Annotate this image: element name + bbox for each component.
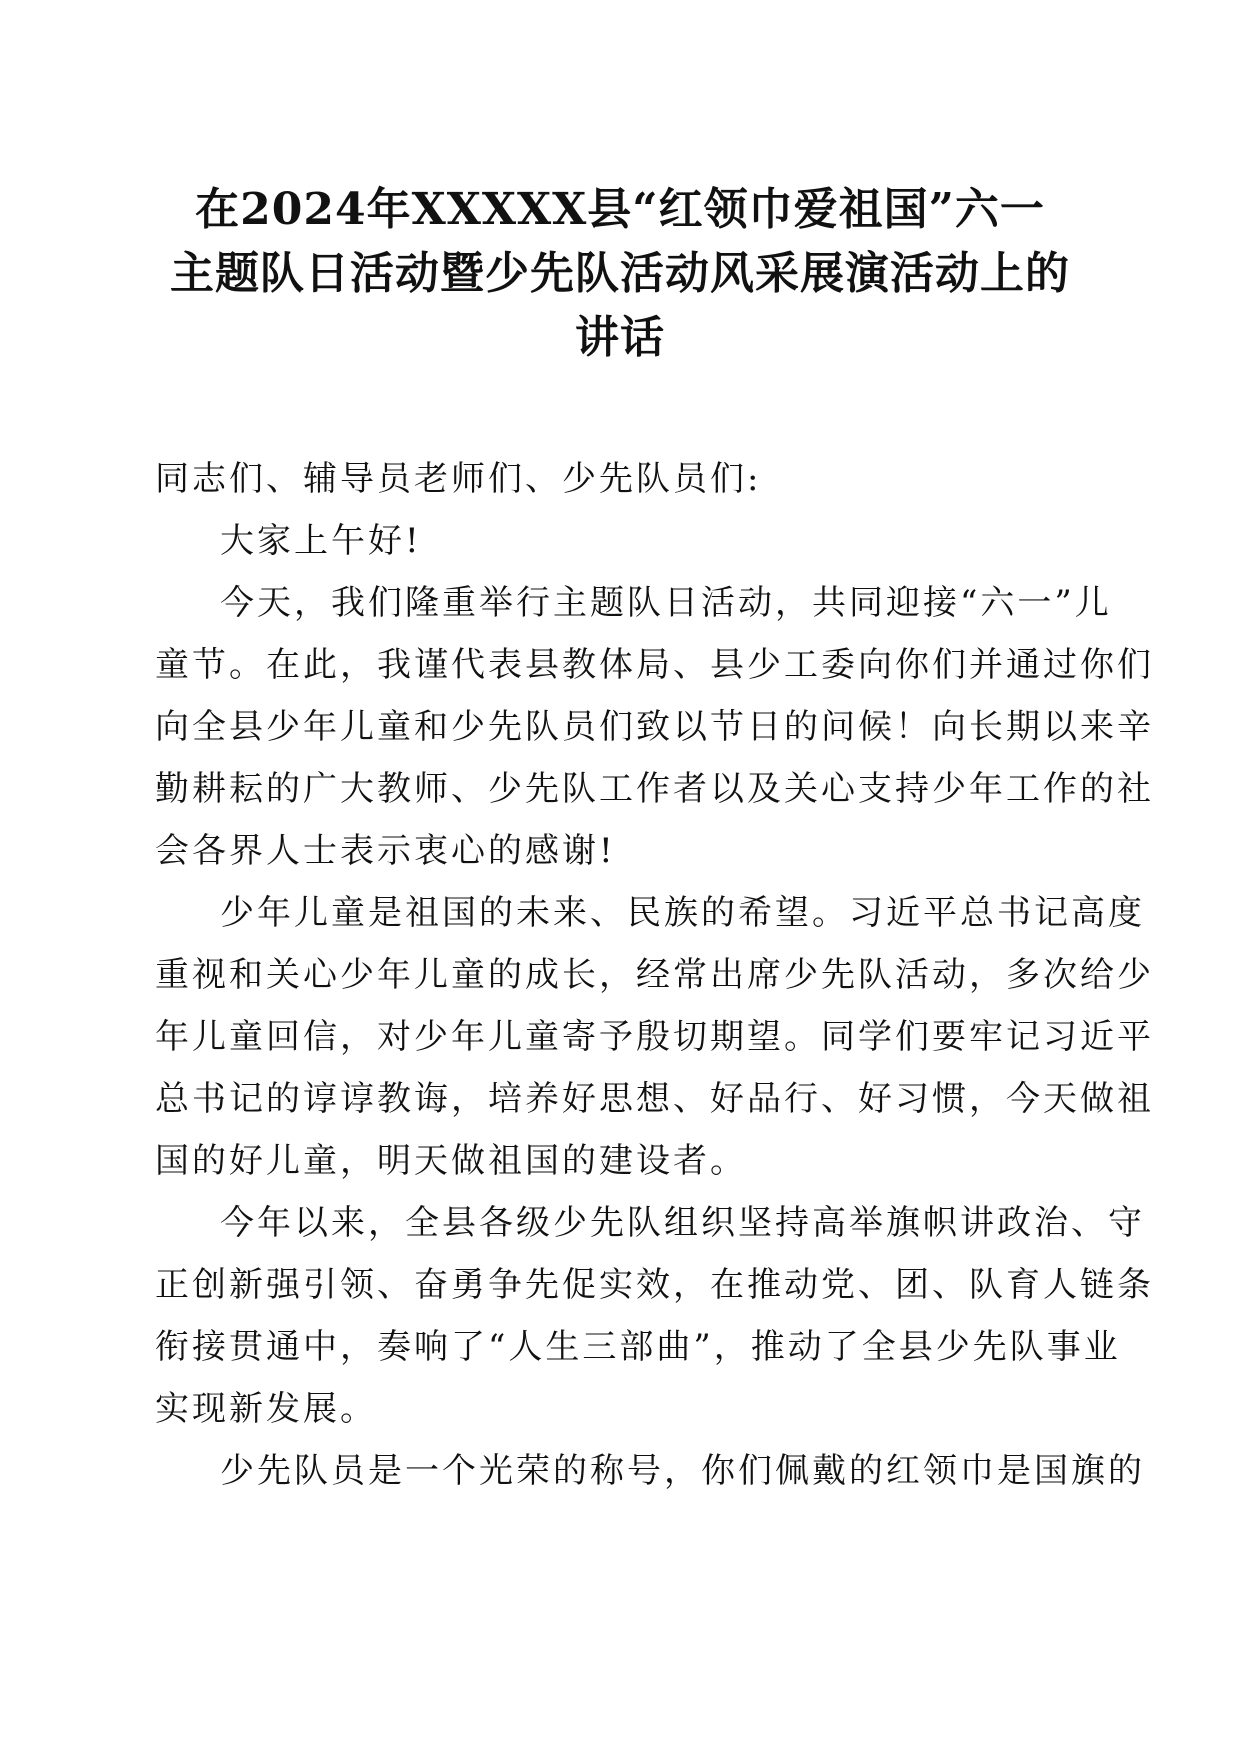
paragraph-line: 重视和关心少年儿童的成长，经常出席少先队活动，多次给少 [155, 955, 1154, 995]
paragraph-line: 今天，我们隆重举行主题队日活动，共同迎接“六一”儿 [220, 583, 1112, 623]
paragraph-greeting: 大家上午好! [220, 521, 422, 561]
paragraph-line: 衔接贯通中，奏响了“人生三部曲”，推动了全县少先队事业 [155, 1327, 1121, 1367]
paragraph-line: 会各界人士表示衷心的感谢! [155, 831, 616, 871]
document-title [140, 178, 1100, 370]
document-body [155, 448, 1154, 1502]
paragraph-line: 国的好儿童，明天做祖国的建设者。 [155, 1141, 747, 1181]
paragraph-line: 少年儿童是祖国的未来、民族的希望。习近平总书记高度 [220, 893, 1145, 933]
paragraph-line: 总书记的谆谆教诲，培养好思想、好品行、好习惯，今天做祖 [155, 1079, 1154, 1119]
title-line: 在2024年XXXXX县“红领巾爱祖国”六一 [195, 184, 1045, 235]
title-line: 讲话 [575, 312, 665, 363]
paragraph-line: 今年以来，全县各级少先队组织坚持高举旗帜讲政治、守 [220, 1203, 1145, 1243]
title-line: 主题队日活动暨少先队活动风采展演活动上的 [170, 248, 1070, 299]
paragraph-line: 童节。在此，我谨代表县教体局、县少工委向你们并通过你们 [155, 645, 1154, 685]
salutation: 同志们、辅导员老师们、少先队员们: [155, 459, 762, 499]
paragraph-line: 向全县少年儿童和少先队员们致以节日的问候！向长期以来辛 [155, 707, 1154, 747]
paragraph-line: 年儿童回信，对少年儿童寄予殷切期望。同学们要牢记习近平 [155, 1017, 1154, 1057]
paragraph-line: 勤耕耘的广大教师、少先队工作者以及关心支持少年工作的社 [155, 769, 1154, 809]
paragraph-line: 少先队员是一个光荣的称号，你们佩戴的红领巾是国旗的 [220, 1451, 1145, 1491]
paragraph-line: 正创新强引领、奋勇争先促实效，在推动党、团、队育人链条 [155, 1265, 1154, 1305]
paragraph-line: 实现新发展。 [155, 1389, 377, 1429]
